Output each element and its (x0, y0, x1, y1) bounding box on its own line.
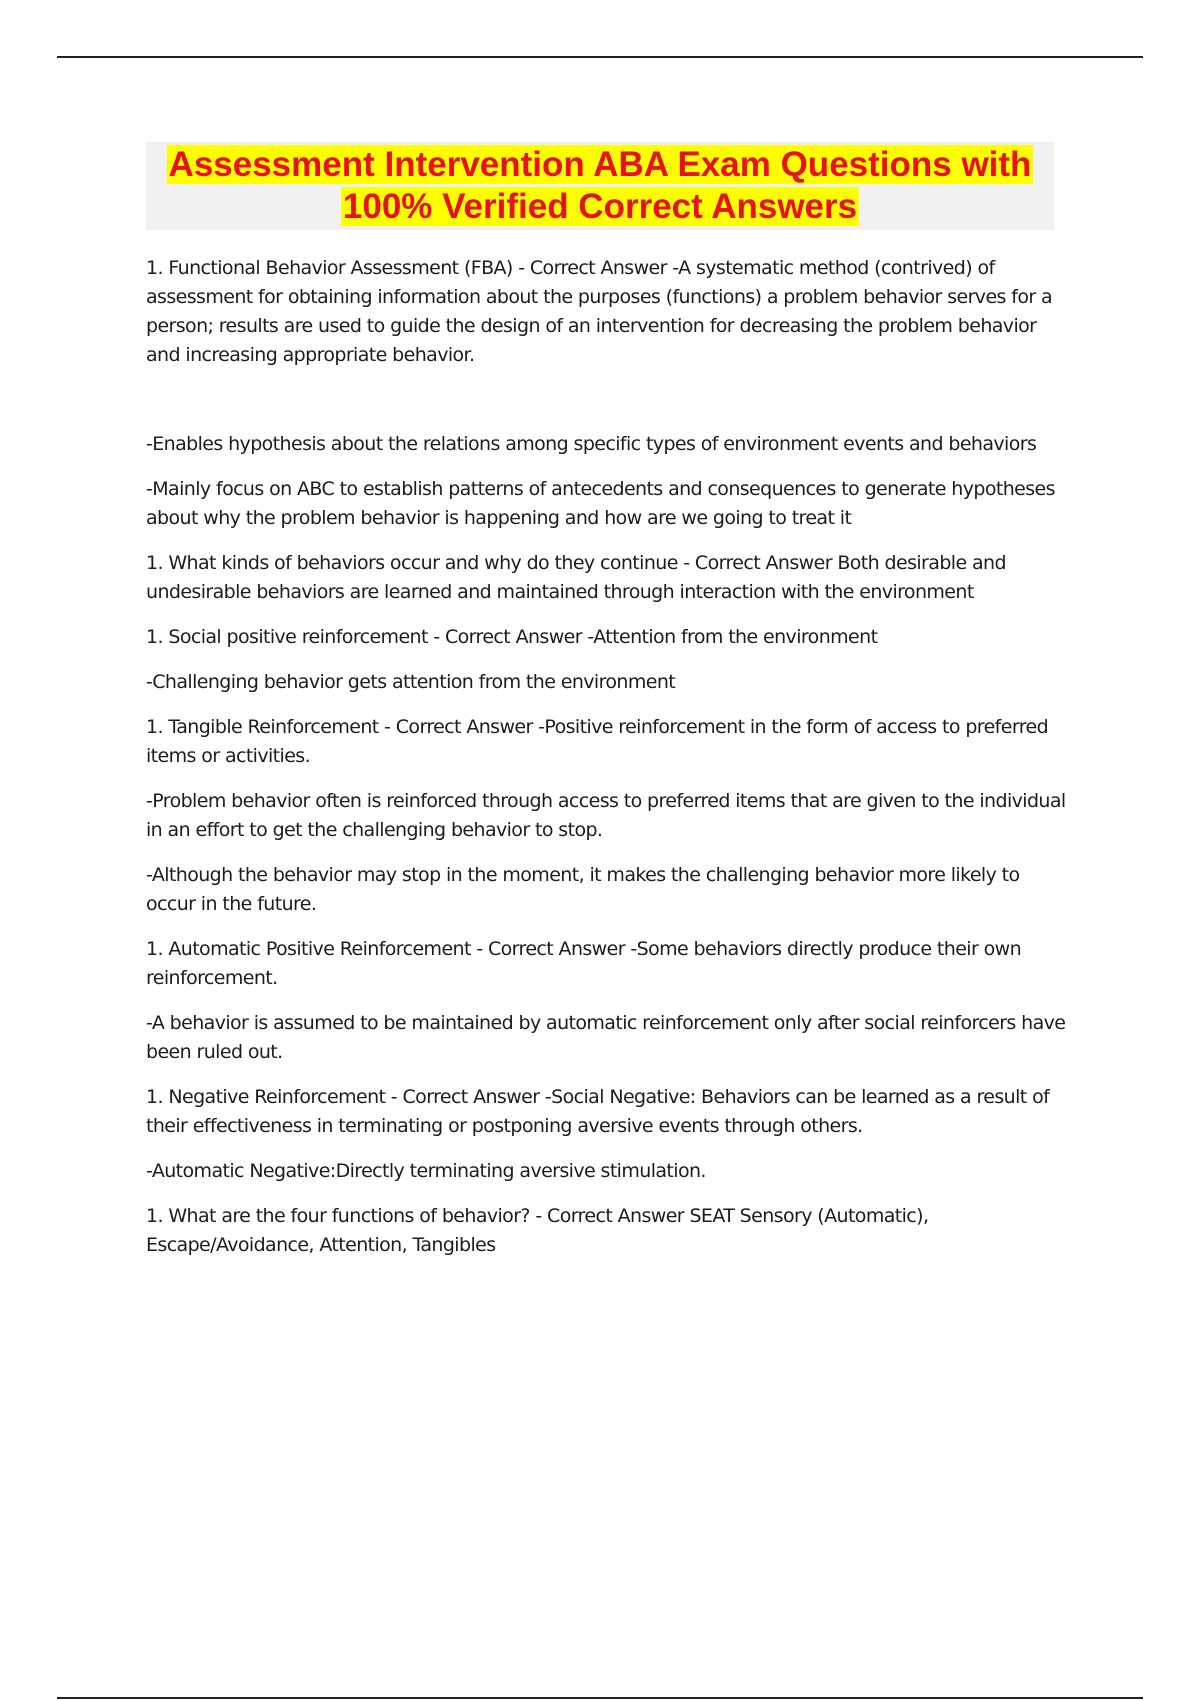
title-line-1: Assessment Intervention ABA Exam Questions with (168, 145, 1032, 184)
document-body (146, 254, 1066, 1276)
entry-detail: -Although the behavior may stop in the moment, it makes the challenging behavior more likely to occur in the future. (146, 864, 1020, 915)
bottom-rule (57, 1697, 1143, 1699)
entry-detail: -Challenging behavior gets attention from the environment (146, 671, 676, 693)
entry-question: 1. Functional Behavior Assessment (FBA) - Correct Answer -A systematic method (contrived) of assessment for obtaining information about the purposes (functions) a problem behavior serves for a person; results are used to guide the design of an intervention for decreasing the problem behavior and increasing appropriate behavior. (146, 257, 1053, 366)
top-rule (57, 56, 1143, 58)
qa-entry (146, 549, 1066, 607)
entry-question: 1. What are the four functions of behavior? - Correct Answer SEAT Sensory (Automatic), Escape/Avoidance, Attention, Tangibles (146, 1205, 929, 1256)
qa-entry (146, 254, 1066, 533)
qa-entry (146, 713, 1066, 919)
entry-detail: -Problem behavior often is reinforced through access to preferred items that are given to the individual in an effort to get the challenging behavior to stop. (146, 790, 1066, 841)
entry-detail: -Automatic Negative:Directly terminating aversive stimulation. (146, 1160, 706, 1182)
title-line-2: 100% Verified Correct Answers (342, 187, 858, 226)
entry-question: 1. Automatic Positive Reinforcement - Correct Answer -Some behaviors directly produce their own reinforcement. (146, 938, 1022, 989)
entry-question: 1. Tangible Reinforcement - Correct Answer -Positive reinforcement in the form of access to preferred items or activities. (146, 716, 1049, 767)
entry-detail: -A behavior is assumed to be maintained by automatic reinforcement only after social reinforcers have been ruled out. (146, 1012, 1066, 1063)
qa-entry (146, 1202, 1066, 1260)
entry-detail: -Enables hypothesis about the relations among specific types of environment events and behaviors (146, 433, 1037, 455)
entry-question: 1. Negative Reinforcement - Correct Answer -Social Negative: Behaviors can be learned as a result of their effectiveness in terminating or postponing aversive events through others. (146, 1086, 1050, 1137)
document-title (146, 142, 1054, 230)
entry-detail: -Mainly focus on ABC to establish patterns of antecedents and consequences to generate hypotheses about why the problem behavior is happening and how are we going to treat it (146, 478, 1055, 529)
entry-question: 1. Social positive reinforcement - Correct Answer -Attention from the environment (146, 626, 878, 648)
qa-entry (146, 1083, 1066, 1186)
qa-entry (146, 623, 1066, 697)
entry-question: 1. What kinds of behaviors occur and why do they continue - Correct Answer Both desirable and undesirable behaviors are learned and maintained through interaction with the environment (146, 552, 1006, 603)
qa-entry (146, 935, 1066, 1067)
